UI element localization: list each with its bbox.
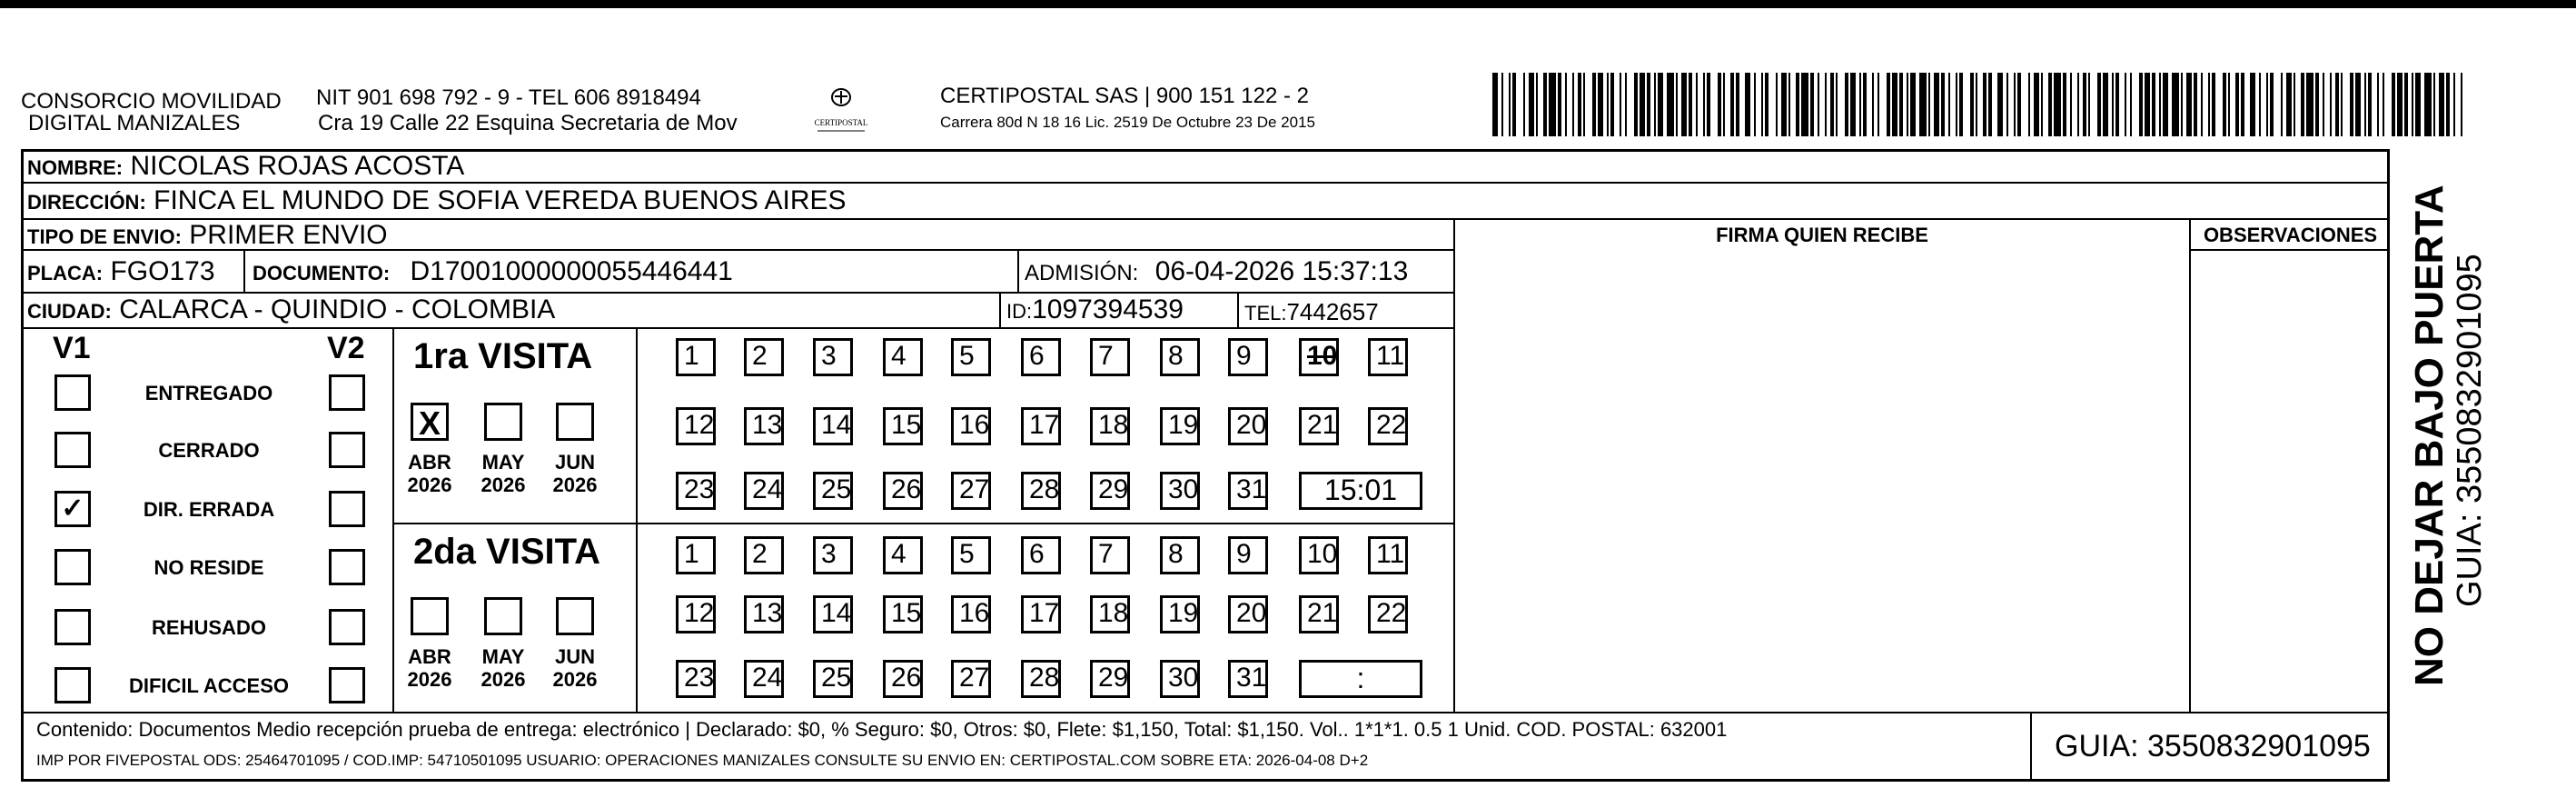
day-box[interactable]: 18	[1090, 595, 1130, 633]
v1-checkbox[interactable]	[54, 609, 91, 645]
tel-field	[1244, 296, 1379, 329]
barcode-bar	[1963, 73, 1970, 136]
field-divider	[1237, 292, 1239, 327]
month-name: MAY	[481, 451, 525, 474]
day-box[interactable]: 25	[813, 660, 853, 698]
day-box[interactable]: 26	[883, 660, 923, 698]
day-box[interactable]: 17	[1021, 595, 1061, 633]
tel-value: 7442657	[1286, 298, 1379, 325]
barcode-bar	[1769, 73, 1776, 136]
v1-checkbox[interactable]	[54, 667, 91, 703]
barcode-bar	[1627, 73, 1634, 136]
day-box[interactable]: 3	[813, 338, 853, 376]
day-box[interactable]: 24	[744, 472, 784, 510]
v2-checkbox[interactable]	[329, 432, 365, 468]
day-box[interactable]: 29	[1090, 472, 1130, 510]
day-box[interactable]: 10	[1299, 536, 1339, 574]
documento-value: D17001000000055446441	[410, 256, 733, 286]
placa-label: PLACA:	[27, 262, 104, 284]
month-checkbox[interactable]	[556, 403, 594, 441]
direccion-field	[27, 185, 847, 218]
day-box[interactable]: 16	[951, 407, 991, 445]
contenido-text: Contenido: Documentos Medio recepción prueba de entrega: electrónico | Declarado: $0, % Seguro: $0, Otros: $0, Flete: $1,150, Total: $1,150. Vol.. 1*1*1. 0.5 1 Unid. COD. POSTAL: 632001	[36, 718, 1728, 741]
imp-text: IMP POR FIVEPOSTAL ODS: 25464701095 / COD.IMP: 54710501095 USUARIO: OPERACIONES MANIZALES CONSULTE SU ENVIO EN: CERTIPOSTAL.COM SOBRE ETA: 2026-04-08 D+2	[36, 752, 1369, 769]
day-box[interactable]: 9	[1228, 338, 1268, 376]
day-box[interactable]: 21	[1299, 407, 1339, 445]
carrier-address: Carrera 80d N 18 16 Lic. 2519 De Octubre 23 De 2015	[940, 114, 1315, 131]
month-label	[402, 451, 457, 496]
day-box[interactable]: 29	[1090, 660, 1130, 698]
status-label: REHUSADO	[152, 616, 266, 639]
visit-divider	[392, 523, 1453, 524]
month-year: 2026	[481, 668, 526, 691]
status-label: ENTREGADO	[144, 382, 273, 404]
day-box[interactable]: 27	[951, 660, 991, 698]
v2-checkbox[interactable]	[329, 491, 365, 527]
day-box[interactable]: 27	[951, 472, 991, 510]
day-box[interactable]: 6	[1021, 338, 1061, 376]
day-box[interactable]: 14	[813, 595, 853, 633]
day-box[interactable]: 31	[1228, 472, 1268, 510]
day-box[interactable]: 19	[1160, 407, 1200, 445]
v2-checkbox[interactable]	[329, 667, 365, 703]
v2-header: V2	[327, 331, 365, 365]
documento-label: DOCUMENTO:	[253, 262, 391, 284]
day-box[interactable]: 11	[1368, 536, 1408, 574]
month-checkbox[interactable]	[556, 597, 594, 635]
month-year: 2026	[481, 474, 526, 496]
id-value: 1097394539	[1032, 294, 1184, 324]
visit-time-box[interactable]: :	[1299, 660, 1422, 698]
barcode-bar	[2461, 73, 2462, 136]
admision-label: ADMISIÓN:	[1025, 261, 1139, 285]
tipo-envio-value: PRIMER ENVIO	[189, 220, 388, 250]
field-divider	[1017, 249, 1019, 292]
barcode-bar	[2132, 73, 2139, 136]
day-box[interactable]: 28	[1021, 472, 1061, 510]
day-box[interactable]: 8	[1160, 536, 1200, 574]
v2-checkbox[interactable]	[329, 609, 365, 645]
day-box[interactable]: 15	[883, 595, 923, 633]
month-year: 2026	[407, 668, 452, 691]
tel-label: TEL:	[1244, 302, 1287, 324]
barcode-bar	[1919, 73, 1927, 136]
month-label	[476, 645, 530, 691]
svg-text:CERTIPOSTAL: CERTIPOSTAL	[814, 118, 868, 127]
barcode-bar	[2306, 73, 2313, 136]
carrier-line: CERTIPOSTAL SAS | 900 151 122 - 2	[940, 84, 1309, 108]
barcode-bar	[1549, 73, 1556, 136]
day-box[interactable]: 30	[1160, 660, 1200, 698]
barcode-bar	[2090, 73, 2097, 136]
v2-checkbox[interactable]	[329, 374, 365, 411]
placa-value: FGO173	[110, 256, 215, 286]
day-box[interactable]: 19	[1160, 595, 1200, 633]
month-checkbox[interactable]	[484, 403, 522, 441]
status-label: DIFICIL ACCESO	[128, 674, 289, 697]
first-visit-title: 1ra VISITA	[413, 336, 593, 376]
no-dejar-warning: NO DEJAR BAJO PUERTA	[2407, 185, 2452, 686]
address-line: Cra 19 Calle 22 Esquina Secretaria de Mov	[318, 111, 738, 135]
day-box[interactable]: 17	[1021, 407, 1061, 445]
tipo-envio-label: TIPO DE ENVIO:	[27, 225, 182, 248]
nombre-label: NOMBRE:	[27, 156, 124, 179]
footer-divider	[21, 712, 2390, 713]
top-edge-bar	[0, 0, 2576, 8]
v2-checkbox[interactable]	[329, 549, 365, 585]
certipostal-logo	[810, 84, 872, 138]
col-divider	[2189, 218, 2191, 712]
status-divider	[392, 327, 394, 712]
barcode-bar	[1585, 73, 1592, 136]
direccion-value: FINCA EL MUNDO DE SOFIA VEREDA BUENOS AIRES	[154, 185, 847, 215]
barcode-bar	[2424, 73, 2432, 136]
day-box[interactable]: 13	[744, 407, 784, 445]
month-label	[476, 451, 530, 496]
status-label: DIR. ERRADA	[143, 498, 275, 521]
nombre-field	[27, 151, 464, 184]
row-divider	[21, 292, 1454, 294]
day-box[interactable]: 3	[813, 536, 853, 574]
day-box[interactable]: 5	[951, 338, 991, 376]
day-box[interactable]: 12	[676, 595, 716, 633]
day-box[interactable]: 11	[1368, 338, 1408, 376]
day-box[interactable]: 12	[676, 407, 716, 445]
day-box[interactable]: 23	[676, 472, 716, 510]
barcode-bar	[2384, 73, 2392, 136]
day-box[interactable]: 28	[1021, 660, 1061, 698]
month-year: 2026	[552, 668, 598, 691]
day-box[interactable]: 14	[813, 407, 853, 445]
barcode-bar	[2054, 73, 2061, 136]
day-box[interactable]: 1	[676, 338, 716, 376]
company-line-2: DIGITAL MANIZALES	[28, 111, 241, 135]
row-divider	[2189, 249, 2390, 251]
v1-checkbox[interactable]	[54, 432, 91, 468]
day-box[interactable]: 4	[883, 338, 923, 376]
day-box[interactable]: 23	[676, 660, 716, 698]
day-box[interactable]: 7	[1090, 536, 1130, 574]
day-box[interactable]: 22	[1368, 595, 1408, 633]
status-label: CERRADO	[158, 439, 260, 462]
tipo-envio-field	[27, 220, 388, 253]
documento-field	[253, 256, 733, 289]
firma-header: FIRMA QUIEN RECIBE	[1716, 224, 1928, 246]
day-box[interactable]: 24	[744, 660, 784, 698]
barcode-bar	[1516, 73, 1523, 136]
month-name: JUN	[554, 645, 595, 668]
month-year: 2026	[552, 474, 598, 496]
ciudad-label: CIUDAD:	[27, 300, 112, 323]
day-box[interactable]: 16	[951, 595, 991, 633]
nombre-value: NICOLAS ROJAS ACOSTA	[130, 151, 465, 181]
day-box[interactable]: 30	[1160, 472, 1200, 510]
v1-header: V1	[53, 331, 91, 365]
month-label	[548, 451, 602, 496]
day-box[interactable]: 18	[1090, 407, 1130, 445]
ciudad-value: CALARCA - QUINDIO - COLOMBIA	[119, 294, 556, 324]
day-box[interactable]: 26	[883, 472, 923, 510]
barcode-bar	[2274, 73, 2281, 136]
month-name: JUN	[554, 451, 595, 474]
row-divider	[21, 327, 1454, 329]
check-mark-icon: ✓	[61, 494, 84, 524]
guia-number: GUIA: 3550832901095	[2055, 729, 2371, 763]
barcode-bar	[1879, 73, 1887, 136]
second-visit-title: 2da VISITA	[413, 532, 600, 572]
barcode-bar	[1838, 73, 1845, 136]
barcode-bar	[2021, 73, 2028, 136]
day-box[interactable]: 25	[813, 472, 853, 510]
day-box[interactable]: 7	[1090, 338, 1130, 376]
day-box[interactable]: 31	[1228, 660, 1268, 698]
company-line-1: CONSORCIO MOVILIDAD	[21, 89, 282, 114]
barcode-bar	[2215, 73, 2223, 136]
v1-checkbox[interactable]	[54, 374, 91, 411]
barcode-bar	[2343, 73, 2350, 136]
side-guia: GUIA: 3550832901095	[2451, 254, 2489, 607]
day-box[interactable]: 2	[744, 338, 784, 376]
barcode-bar	[1801, 73, 1808, 136]
observaciones-header: OBSERVACIONES	[2203, 224, 2378, 246]
ciudad-field	[27, 294, 555, 327]
barcode-bar	[1710, 73, 1718, 136]
month-name: ABR	[408, 645, 451, 668]
day-box[interactable]: 21	[1299, 595, 1339, 633]
col-divider	[1453, 218, 1455, 712]
month-divider	[636, 327, 638, 712]
day-box[interactable]: 10	[1299, 338, 1339, 376]
month-mark: X	[418, 404, 441, 442]
day-box[interactable]: 9	[1228, 536, 1268, 574]
month-name: ABR	[408, 451, 451, 474]
footer-col-divider	[2030, 712, 2032, 782]
month-checkbox[interactable]	[411, 403, 449, 441]
month-checkbox[interactable]	[484, 597, 522, 635]
id-label: ID:	[1006, 300, 1033, 323]
day-box[interactable]: 20	[1228, 407, 1268, 445]
nit-line: NIT 901 698 792 - 9 - TEL 606 8918494	[316, 85, 701, 110]
visit-time-box[interactable]: 15:01	[1299, 472, 1422, 510]
status-label: NO RESIDE	[154, 556, 264, 579]
day-box[interactable]: 13	[744, 595, 784, 633]
admision-field	[1025, 256, 1408, 289]
field-divider	[243, 249, 245, 292]
direccion-label: DIRECCIÓN:	[27, 191, 146, 214]
month-name: MAY	[481, 645, 525, 668]
admision-value: 06-04-2026 15:37:13	[1154, 256, 1409, 286]
day-box[interactable]: 1	[676, 536, 716, 574]
day-box[interactable]: 15	[883, 407, 923, 445]
id-field	[1006, 294, 1184, 327]
day-box[interactable]: 20	[1228, 595, 1268, 633]
day-box[interactable]: 6	[1021, 536, 1061, 574]
day-box[interactable]: 4	[883, 536, 923, 574]
v1-checkbox[interactable]	[54, 491, 91, 527]
barcode	[1492, 73, 2466, 136]
barcode-bar	[2172, 73, 2179, 136]
barcode-bar	[1667, 73, 1674, 136]
month-year: 2026	[407, 474, 452, 496]
placa-field	[27, 256, 215, 289]
day-box[interactable]: 5	[951, 536, 991, 574]
month-checkbox[interactable]	[411, 597, 449, 635]
field-divider	[999, 292, 1001, 327]
day-box[interactable]: 2	[744, 536, 784, 574]
month-label	[402, 645, 457, 691]
month-label	[548, 645, 602, 691]
day-box[interactable]: 22	[1368, 407, 1408, 445]
day-box[interactable]: 8	[1160, 338, 1200, 376]
v1-checkbox[interactable]	[54, 549, 91, 585]
